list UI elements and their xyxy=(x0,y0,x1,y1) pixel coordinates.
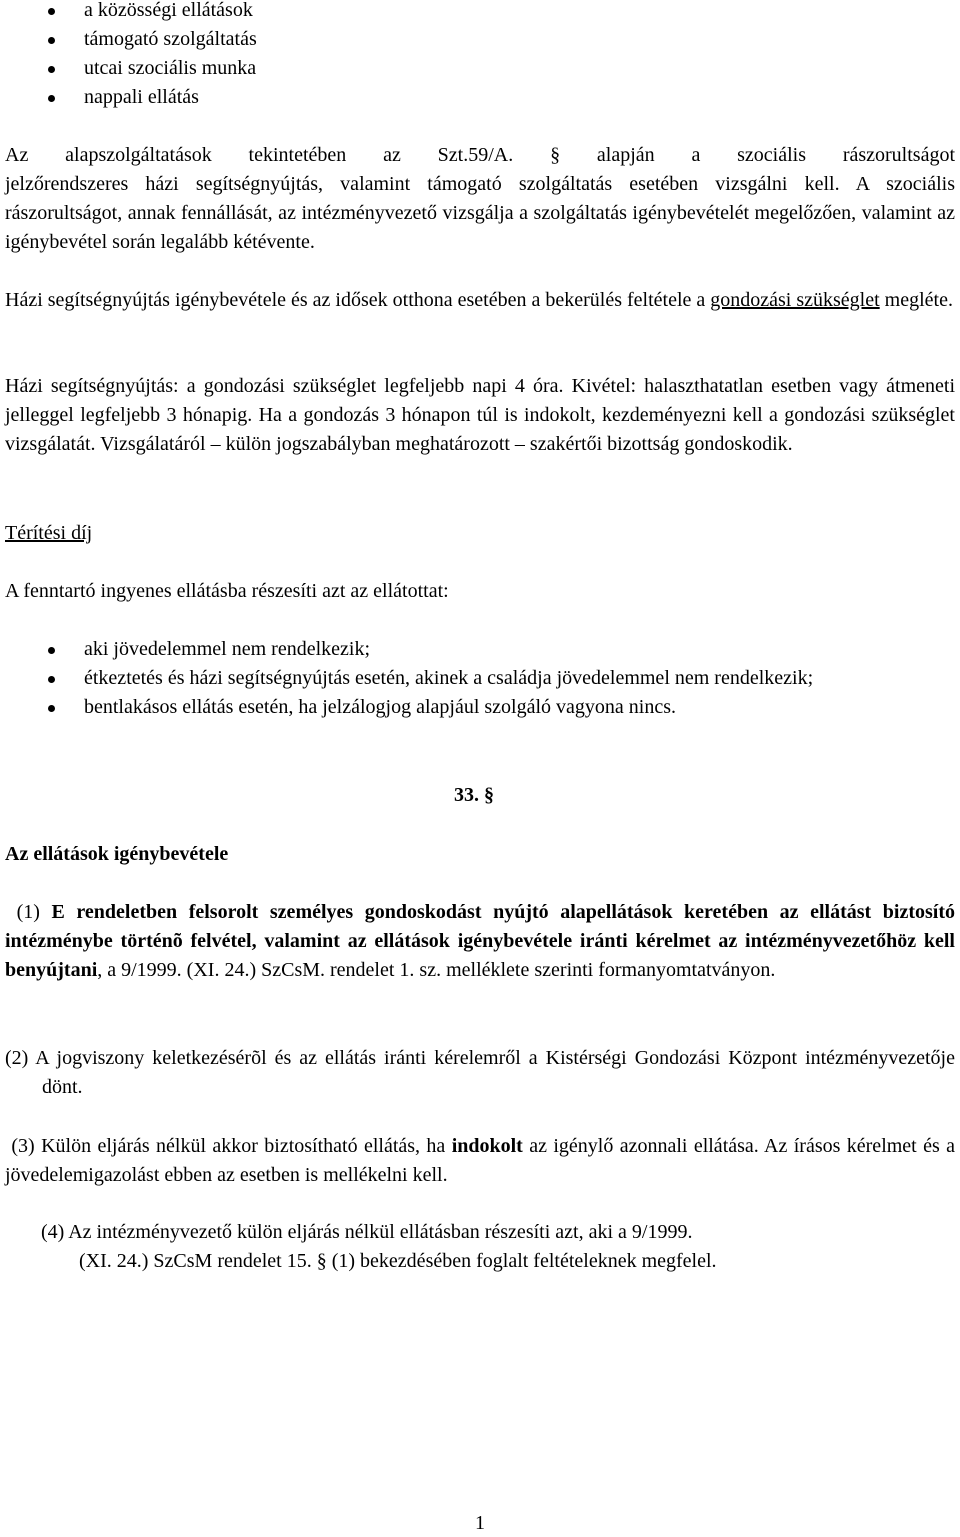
paragraph-text: Külön eljárás nélkül akkor biztosítható ellátás, ha xyxy=(41,1135,446,1157)
list-item: utcai szociális munka xyxy=(5,54,955,83)
paragraph-fenntarto xyxy=(5,577,955,606)
list-item: étkeztetés és házi segítségnyújtás esetén, akinek a családja jövedelemmel nem rendelkezik; xyxy=(5,664,955,693)
list-item: aki jövedelemmel nem rendelkezik; xyxy=(5,635,955,664)
paragraph-text: A fenntartó ingyenes ellátásba részesíti azt az ellátottat: xyxy=(5,580,449,602)
paragraph-hazi-segitsegnyujtas xyxy=(5,286,955,315)
bold-text: E rendeletben felsorolt személyes gondoskodást nyújtó alapellátások keretében az ellátást biztosító intézménybe történõ felvétel, valamint az ellátások igénybevétele iránti kérelmet az intézményvezetőhöz kell benyújtani xyxy=(5,901,955,981)
section-heading: Térítési díj xyxy=(5,522,93,544)
paragraph-number: (1) xyxy=(16,901,40,923)
paragraph-text: alapján a szociális rászorultságot xyxy=(596,144,956,166)
paragraph-text: Az intézményvezető külön eljárás nélkül ellátásban részesíti azt, aki a 9/1999. xyxy=(68,1221,693,1243)
paragraph-1 xyxy=(5,898,955,985)
paragraph-alapszolgaltatasok xyxy=(5,141,955,257)
section-sign: § xyxy=(484,784,494,806)
paragraph-text: Az alapszolgáltatások tekintetében az Szt.59/A. xyxy=(5,144,514,166)
paragraph-text: Házi segítségnyújtás: a gondozási szükséglet legfeljebb napi 4 óra. Kivétel: halaszthatatlan esetben vagy átmeneti jelleggel legfeljebb 3 hónapig. Ha a gondozás 3 hónapon túl is indokolt, kezdeményezni kell a gondozási szükséglet vizsgálatát. Vizsgálatáról – külön jogszabályban meghatározott – szakértői bizottság gondoskodik. xyxy=(5,375,955,455)
paragraph-text: Házi segítségnyújtás igénybevétele és az idősek otthona esetében a bekerülés feltétele a xyxy=(5,289,706,311)
free-provision-list xyxy=(5,635,955,722)
paragraph-number: (3) xyxy=(11,1135,35,1157)
paragraph-text: jelzőrendszeres házi segítségnyújtás, valamint támogató szolgáltatás esetében vizsgálni kell. A szociális rászorultságot, annak fennállását, az intézményvezető vizsgálja a szolgáltatás igénybevételét megelőzően, valamint az igénybevétel során legalább kétévente. xyxy=(5,173,955,253)
heading-teritesi-dij xyxy=(5,519,955,548)
paragraph-text: A jogviszony keletkezésérõl és az ellátás iránti kérelemről a Kistérségi Gondozási Központ intézményvezetője dönt. xyxy=(35,1047,955,1098)
paragraph-number: (4) xyxy=(41,1221,65,1243)
list-item: a közösségi ellátások xyxy=(5,0,955,25)
section-number: 33. § xyxy=(454,784,494,806)
list-item: nappali ellátás xyxy=(5,83,955,112)
section-sign: § xyxy=(550,144,561,166)
paragraph-number: (2) xyxy=(5,1047,29,1069)
paragraph-4 xyxy=(41,1218,955,1276)
bold-text: indokolt xyxy=(451,1135,523,1157)
list-item: támogató szolgáltatás xyxy=(5,25,955,54)
paragraph-text: (XI. 24.) SzCsM rendelet 15. xyxy=(79,1250,312,1272)
section-title xyxy=(5,840,955,869)
underlined-term: gondozási szükséglet xyxy=(710,289,880,311)
paragraph-hazi-gondozasi-szukseglet xyxy=(5,372,955,459)
list-item: bentlakásos ellátás esetén, ha jelzálogjog alapjául szolgáló vagyona nincs. xyxy=(5,693,955,722)
paragraph-3 xyxy=(5,1132,955,1190)
page-number: 1 xyxy=(475,1512,485,1534)
section-title-text: Az ellátások igénybevétele xyxy=(5,843,229,865)
paragraph-2 xyxy=(5,1044,955,1102)
paragraph-text: , a 9/1999. (XI. 24.) SzCsM. rendelet 1. sz. melléklete szerinti formanyomtatványon. xyxy=(97,959,776,981)
paragraph-text: az igénylő azonnali ellátása. Az írásos kérelmet és a jövedelemigazolást ebben az esetben is mellékelni kell. xyxy=(5,1135,956,1186)
paragraph-text: megléte. xyxy=(884,289,953,311)
services-bullet-list xyxy=(5,0,955,112)
paragraph-text: (1) bekezdésében foglalt feltételeknek megfelel. xyxy=(331,1250,717,1272)
section-sign: § xyxy=(316,1250,327,1272)
